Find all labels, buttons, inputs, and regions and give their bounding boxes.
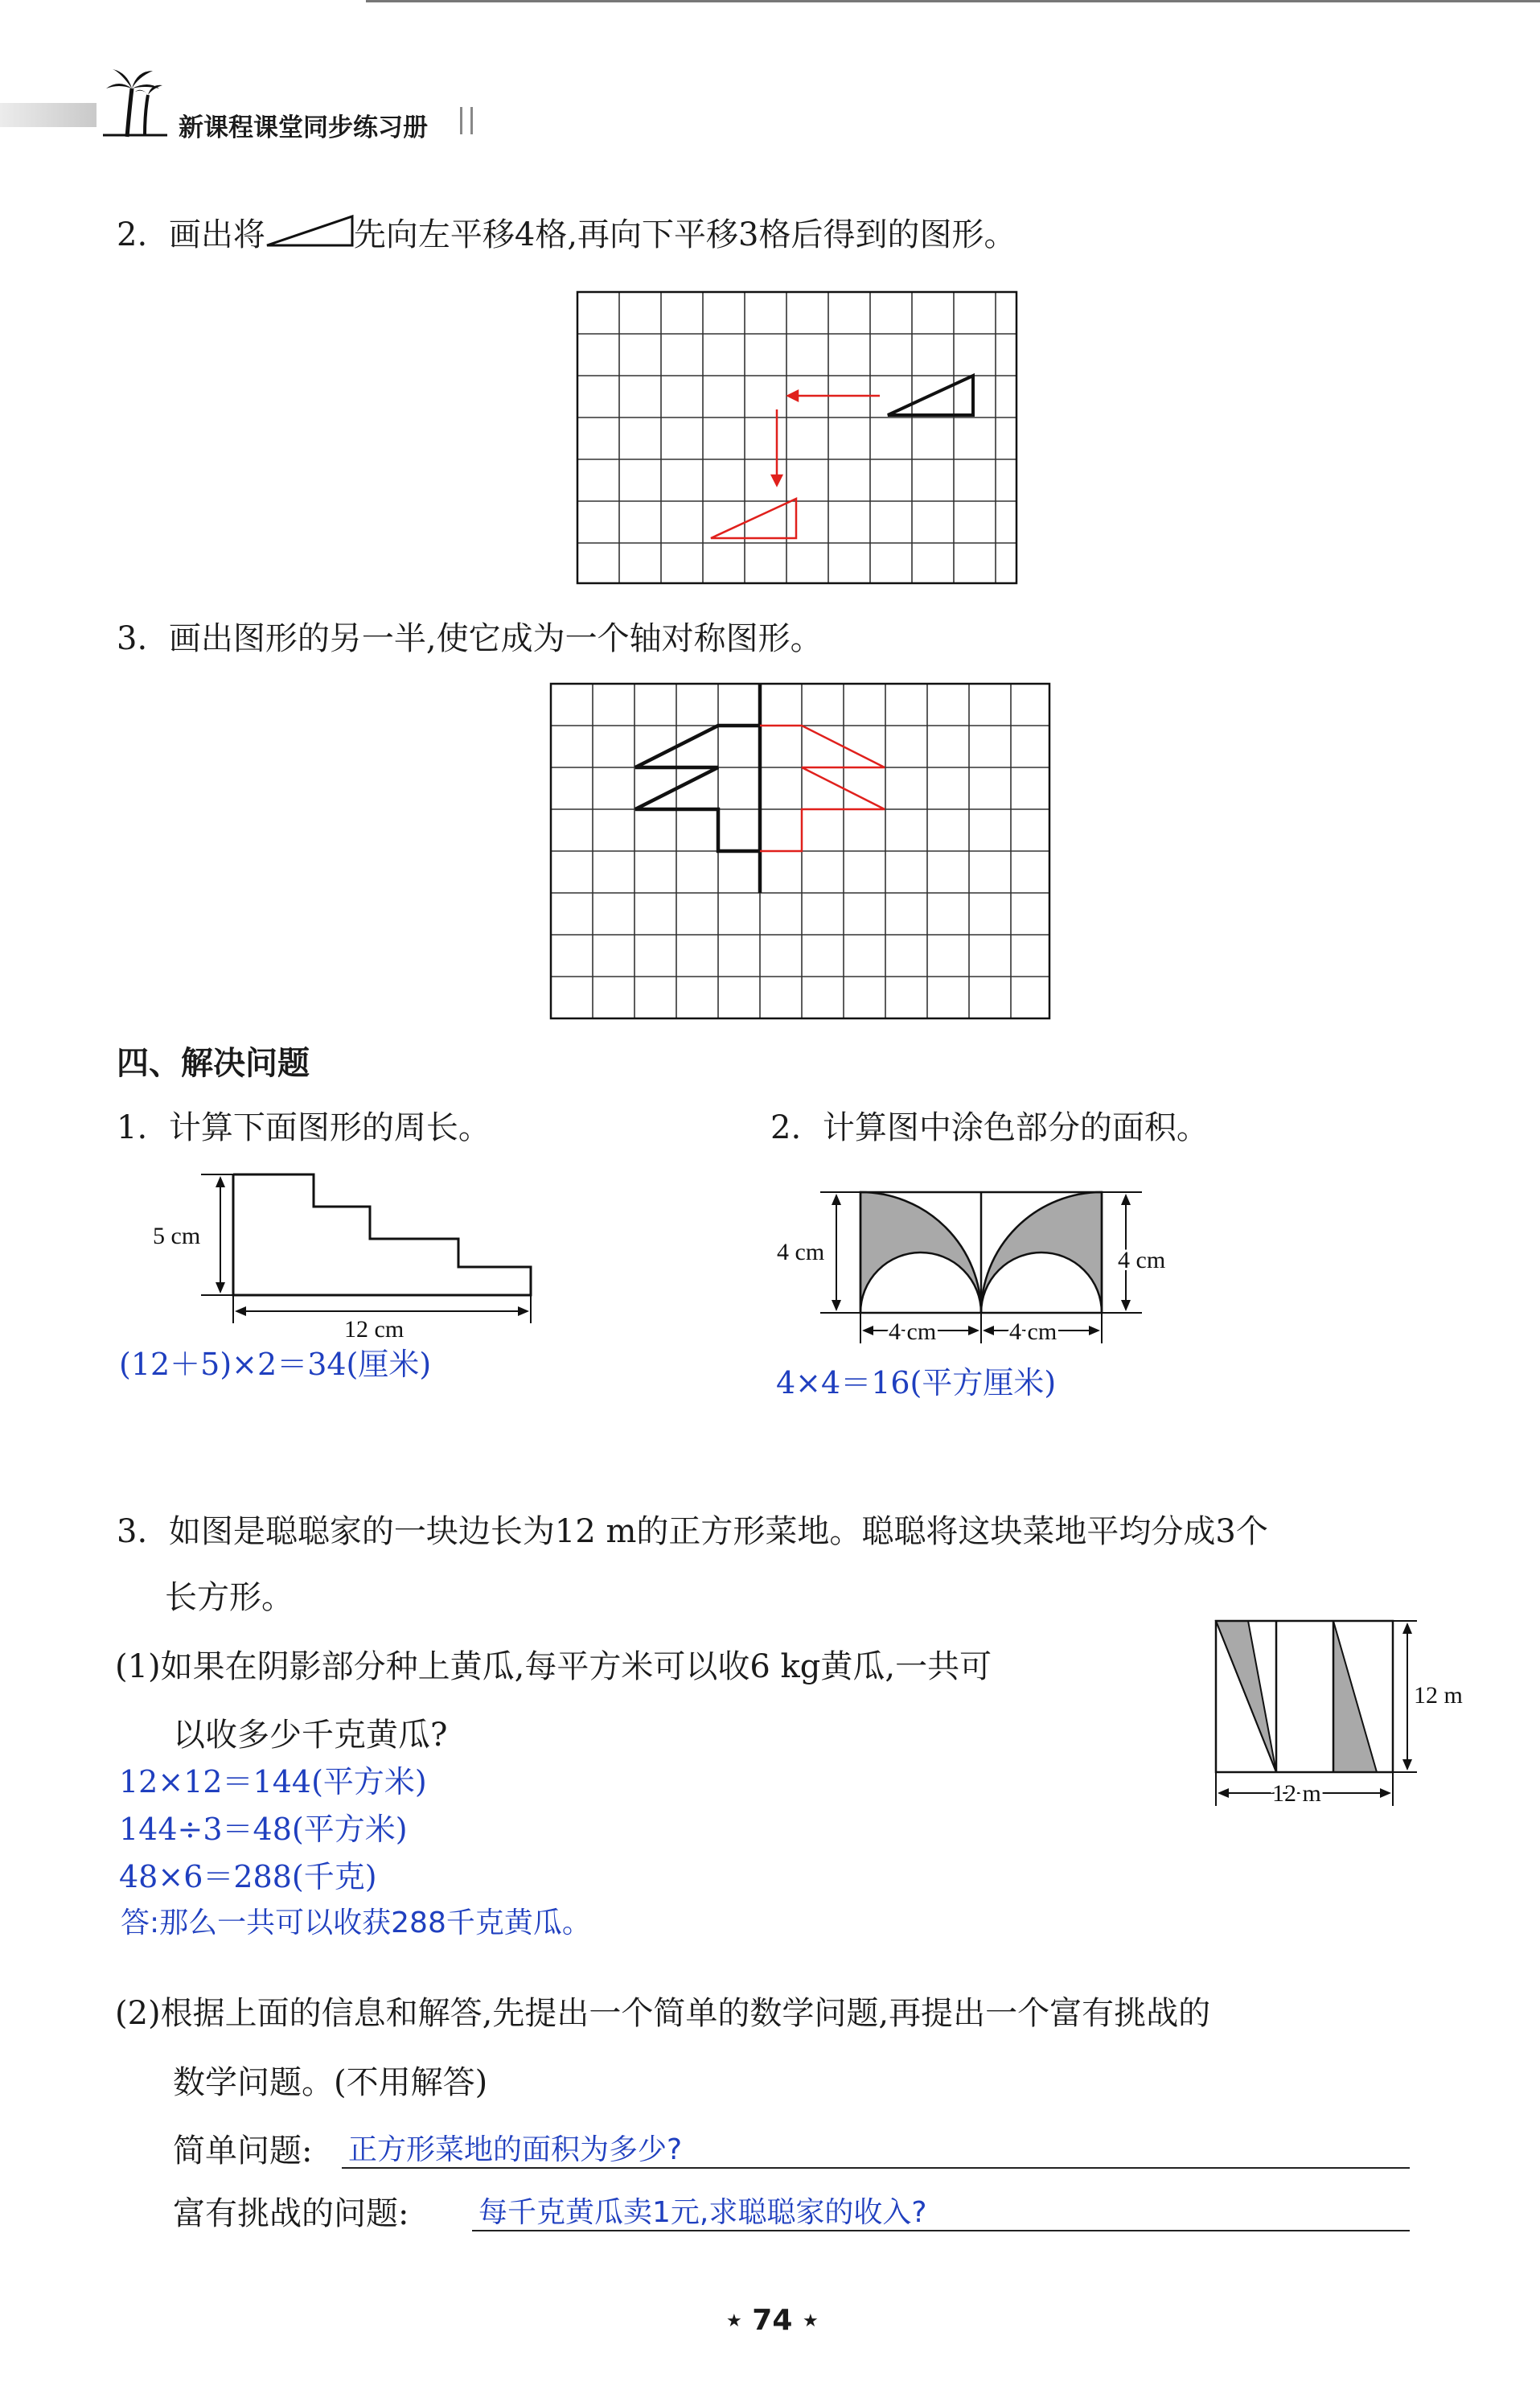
p2-text-body: 计算图中涂色部分的面积。 [822,1109,1209,1146]
star-icon: ★ [802,2311,819,2331]
star-icon: ★ [726,2311,742,2331]
p3-text-line1 [117,1512,1268,1551]
q3-grid [551,684,1049,1022]
p3-sub1-line2: 以收多少千克黄瓜? [173,1717,448,1754]
p2-shaded-left [860,1192,981,1313]
p2-bottom-label-2: 4 cm [1009,1318,1057,1345]
page-number-value: 74 [752,2304,793,2337]
p1-text-body: 计算下面图形的周长。 [168,1109,491,1146]
p1-text [117,1108,491,1147]
p3-shaded-right [1333,1621,1377,1772]
p1-height-label: 5 cm [153,1223,201,1249]
p3-sub2-line2: 数学问题。(不用解答) [173,2064,488,2101]
p3-challenge-label: 富有挑战的问题: [173,2195,409,2232]
q2-text-before: 画出将 [168,216,265,253]
p3-challenge-answer: 每千克黄瓜卖1元,求聪聪家的收入? [478,2196,927,2229]
p3-figure [1206,1613,1463,1817]
q3-number: 3. [117,620,148,657]
p2-number: 2. [770,1109,802,1146]
p3-text-line1-body: 如图是聪聪家的一块边长为12 m的正方形菜地。聪聪将这块菜地平均分成3个 [168,1513,1268,1550]
p2-figure [777,1182,1166,1379]
top-rule [366,0,1540,2]
p1-staircase-shape [233,1174,531,1295]
page-number [726,2304,819,2337]
p3-answer-3: 48×6＝288(千克) [119,1859,377,1894]
p3-final-answer: 答:那么一共可以收获288千克黄瓜。 [121,1906,591,1939]
q2-text [117,213,1016,254]
p1-figure [153,1158,563,1347]
q2-text-after: 先向左平移4格,再向下平移3格后得到的图形。 [353,216,1016,253]
section-title: 四、解决问题 [117,1045,310,1082]
p1-number: 1. [117,1109,148,1146]
q2-left-arrow [788,391,880,401]
q3-given-half [635,726,760,851]
p3-side-label: 12 m [1414,1682,1463,1709]
q2-original-triangle [888,376,973,415]
p3-sub1-line1: (1)如果在阴影部分种上黄瓜,每平方米可以收6 kg黄瓜,一共可 [115,1648,992,1685]
header-bar [0,103,97,127]
q3-text-body: 画出图形的另一半,使它成为一个轴对称图形。 [168,620,823,657]
p3-bottom-label: 12 m [1272,1780,1321,1807]
p3-answer-1: 12×12＝144(平方米) [119,1764,427,1799]
q3-text [117,619,823,658]
p2-answer: 4×4＝16(平方厘米) [776,1365,1057,1400]
p2-text [770,1108,1209,1147]
p3-simple-label: 简单问题: [173,2133,313,2170]
header-title: 新课程课堂同步练习册 [179,113,428,142]
p3-challenge-answer-line [472,2190,1410,2231]
q2-triangle-icon [265,213,354,249]
p3-number: 3. [117,1513,148,1550]
p2-bottom-label-1: 4 cm [889,1318,937,1345]
p3-answer-2: 144÷3＝48(平方米) [119,1812,408,1847]
p3-sub2-line1: (2)根据上面的信息和解答,先提出一个简单的数学问题,再提出一个富有挑战的 [115,1995,1211,2032]
q2-grid [577,292,1016,586]
p2-shaded-right [981,1192,1102,1313]
p1-answer: (12＋5)×2＝34(厘米) [119,1347,432,1382]
q2-down-arrow [772,409,782,485]
q3-drawn-half [760,726,885,851]
p2-left-label: 4 cm [777,1239,825,1265]
p3-simple-answer: 正方形菜地的面积为多少? [348,2133,683,2166]
p2-right-label: 4 cm [1118,1247,1166,1273]
q2-number: 2. [117,216,148,253]
p3-text-line2: 长方形。 [165,1579,294,1616]
p1-width-label: 12 cm [344,1316,405,1343]
q2-result-triangle [711,499,796,538]
palm-tree-icon [103,64,167,140]
p3-simple-answer-line [342,2127,1410,2169]
header-divider [460,107,473,134]
